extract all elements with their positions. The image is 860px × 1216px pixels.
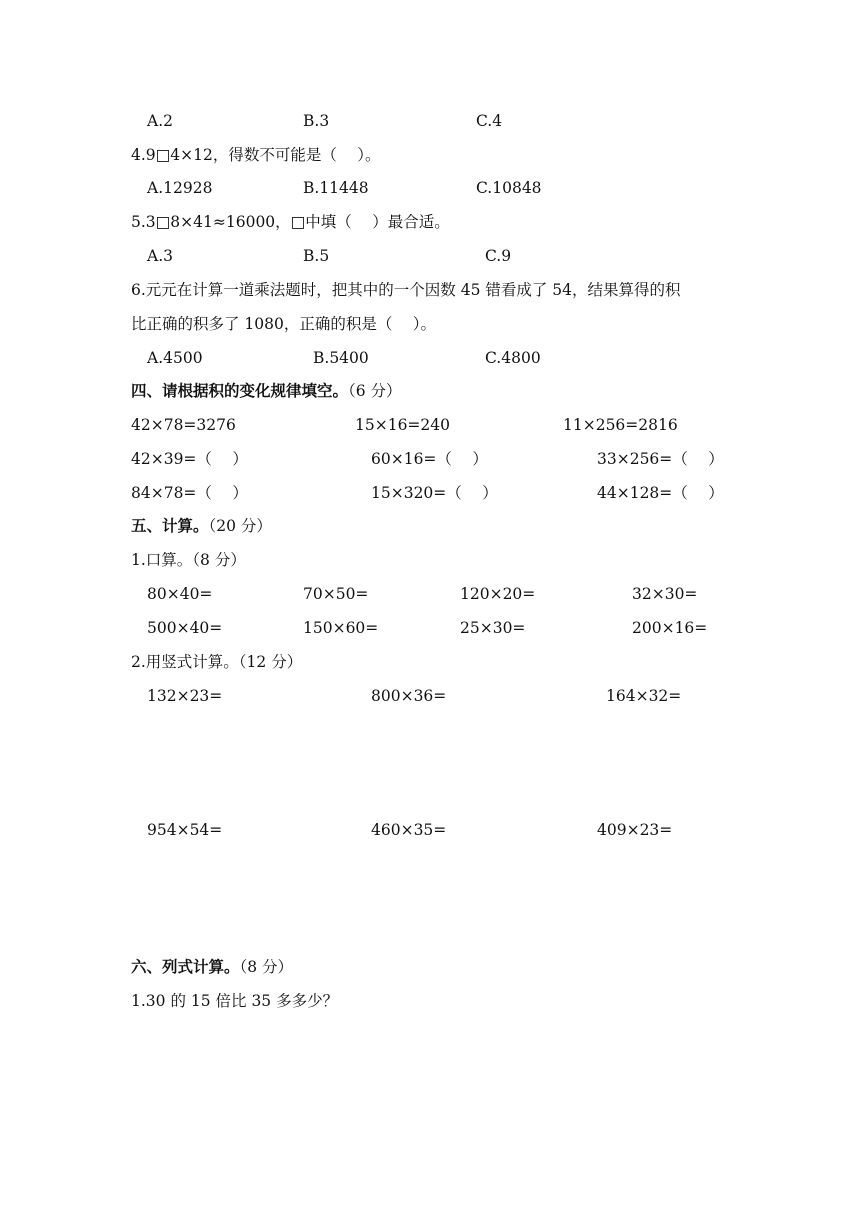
section6-heading: 六、列式计算。	[131, 957, 240, 976]
section5-heading: 五、计算。	[131, 516, 209, 535]
section5-title	[131, 516, 272, 536]
oral-problem: 80×40=	[147, 585, 213, 603]
vertical-title: 2.用竖式计算。（12 分）	[131, 653, 303, 671]
q6-line2: 比正确的积多了 1080，正确的积是（ ）。	[131, 315, 437, 333]
q4-option-c: C.10848	[476, 179, 542, 197]
q6-option-a: A.4500	[147, 349, 203, 367]
section5-points: （20 分）	[208, 517, 272, 535]
section6-points: （8 分）	[239, 958, 294, 976]
oral-problem: 120×20=	[460, 585, 536, 603]
section4-cell: 15×320=（ ）	[371, 484, 498, 502]
oral-problem: 32×30=	[632, 585, 698, 603]
q6-line1: 6.元元在计算一道乘法题时，把其中的一个因数 45 错看成了 54，结果算得的积	[131, 281, 681, 299]
vertical-problem: 409×23=	[597, 821, 673, 839]
section4-cell: 44×128=（ ）	[597, 484, 724, 502]
section4-cell: 11×256=2816	[563, 416, 678, 434]
q3-option-b: B.3	[303, 112, 330, 130]
section6-title	[131, 957, 293, 977]
section4-cell: 33×256=（ ）	[597, 450, 724, 468]
q4-text: 4.9□4×12，得数不可能是（ ）。	[131, 146, 381, 164]
section4-cell: 84×78=（ ）	[131, 484, 248, 502]
q5-option-c: C.9	[485, 247, 512, 265]
q5-text: 5.3□8×41≈16000，□中填（ ）最合适。	[131, 213, 450, 231]
oral-problem: 150×60=	[303, 619, 379, 637]
q4-option-a: A.12928	[147, 179, 213, 197]
q3-option-a: A.2	[147, 112, 173, 130]
section4-points: （6 分）	[348, 382, 402, 400]
oral-title: 1.口算。（8 分）	[131, 551, 246, 569]
section4-cell: 42×39=（ ）	[131, 450, 248, 468]
q5-option-a: A.3	[147, 247, 173, 265]
q5-option-b: B.5	[303, 247, 330, 265]
section4-cell: 15×16=240	[355, 416, 451, 434]
vertical-problem: 460×35=	[371, 821, 447, 839]
vertical-problem: 132×23=	[147, 687, 223, 705]
oral-problem: 200×16=	[632, 619, 708, 637]
section4-cell: 60×16=（ ）	[371, 450, 488, 468]
oral-problem: 70×50=	[303, 585, 369, 603]
q6-option-c: C.4800	[485, 349, 541, 367]
oral-problem: 25×30=	[460, 619, 526, 637]
q3-option-c: C.4	[476, 112, 503, 130]
vertical-problem: 954×54=	[147, 821, 223, 839]
vertical-problem: 164×32=	[606, 687, 682, 705]
section4-title	[131, 381, 402, 401]
section4-heading: 四、请根据积的变化规律填空。	[131, 381, 349, 400]
oral-problem: 500×40=	[147, 619, 223, 637]
section4-cell: 42×78=3276	[131, 416, 236, 434]
section6-q1: 1.30 的 15 倍比 35 多多少？	[131, 992, 339, 1010]
q6-option-b: B.5400	[313, 349, 369, 367]
q4-option-b: B.11448	[303, 179, 369, 197]
vertical-problem: 800×36=	[371, 687, 447, 705]
